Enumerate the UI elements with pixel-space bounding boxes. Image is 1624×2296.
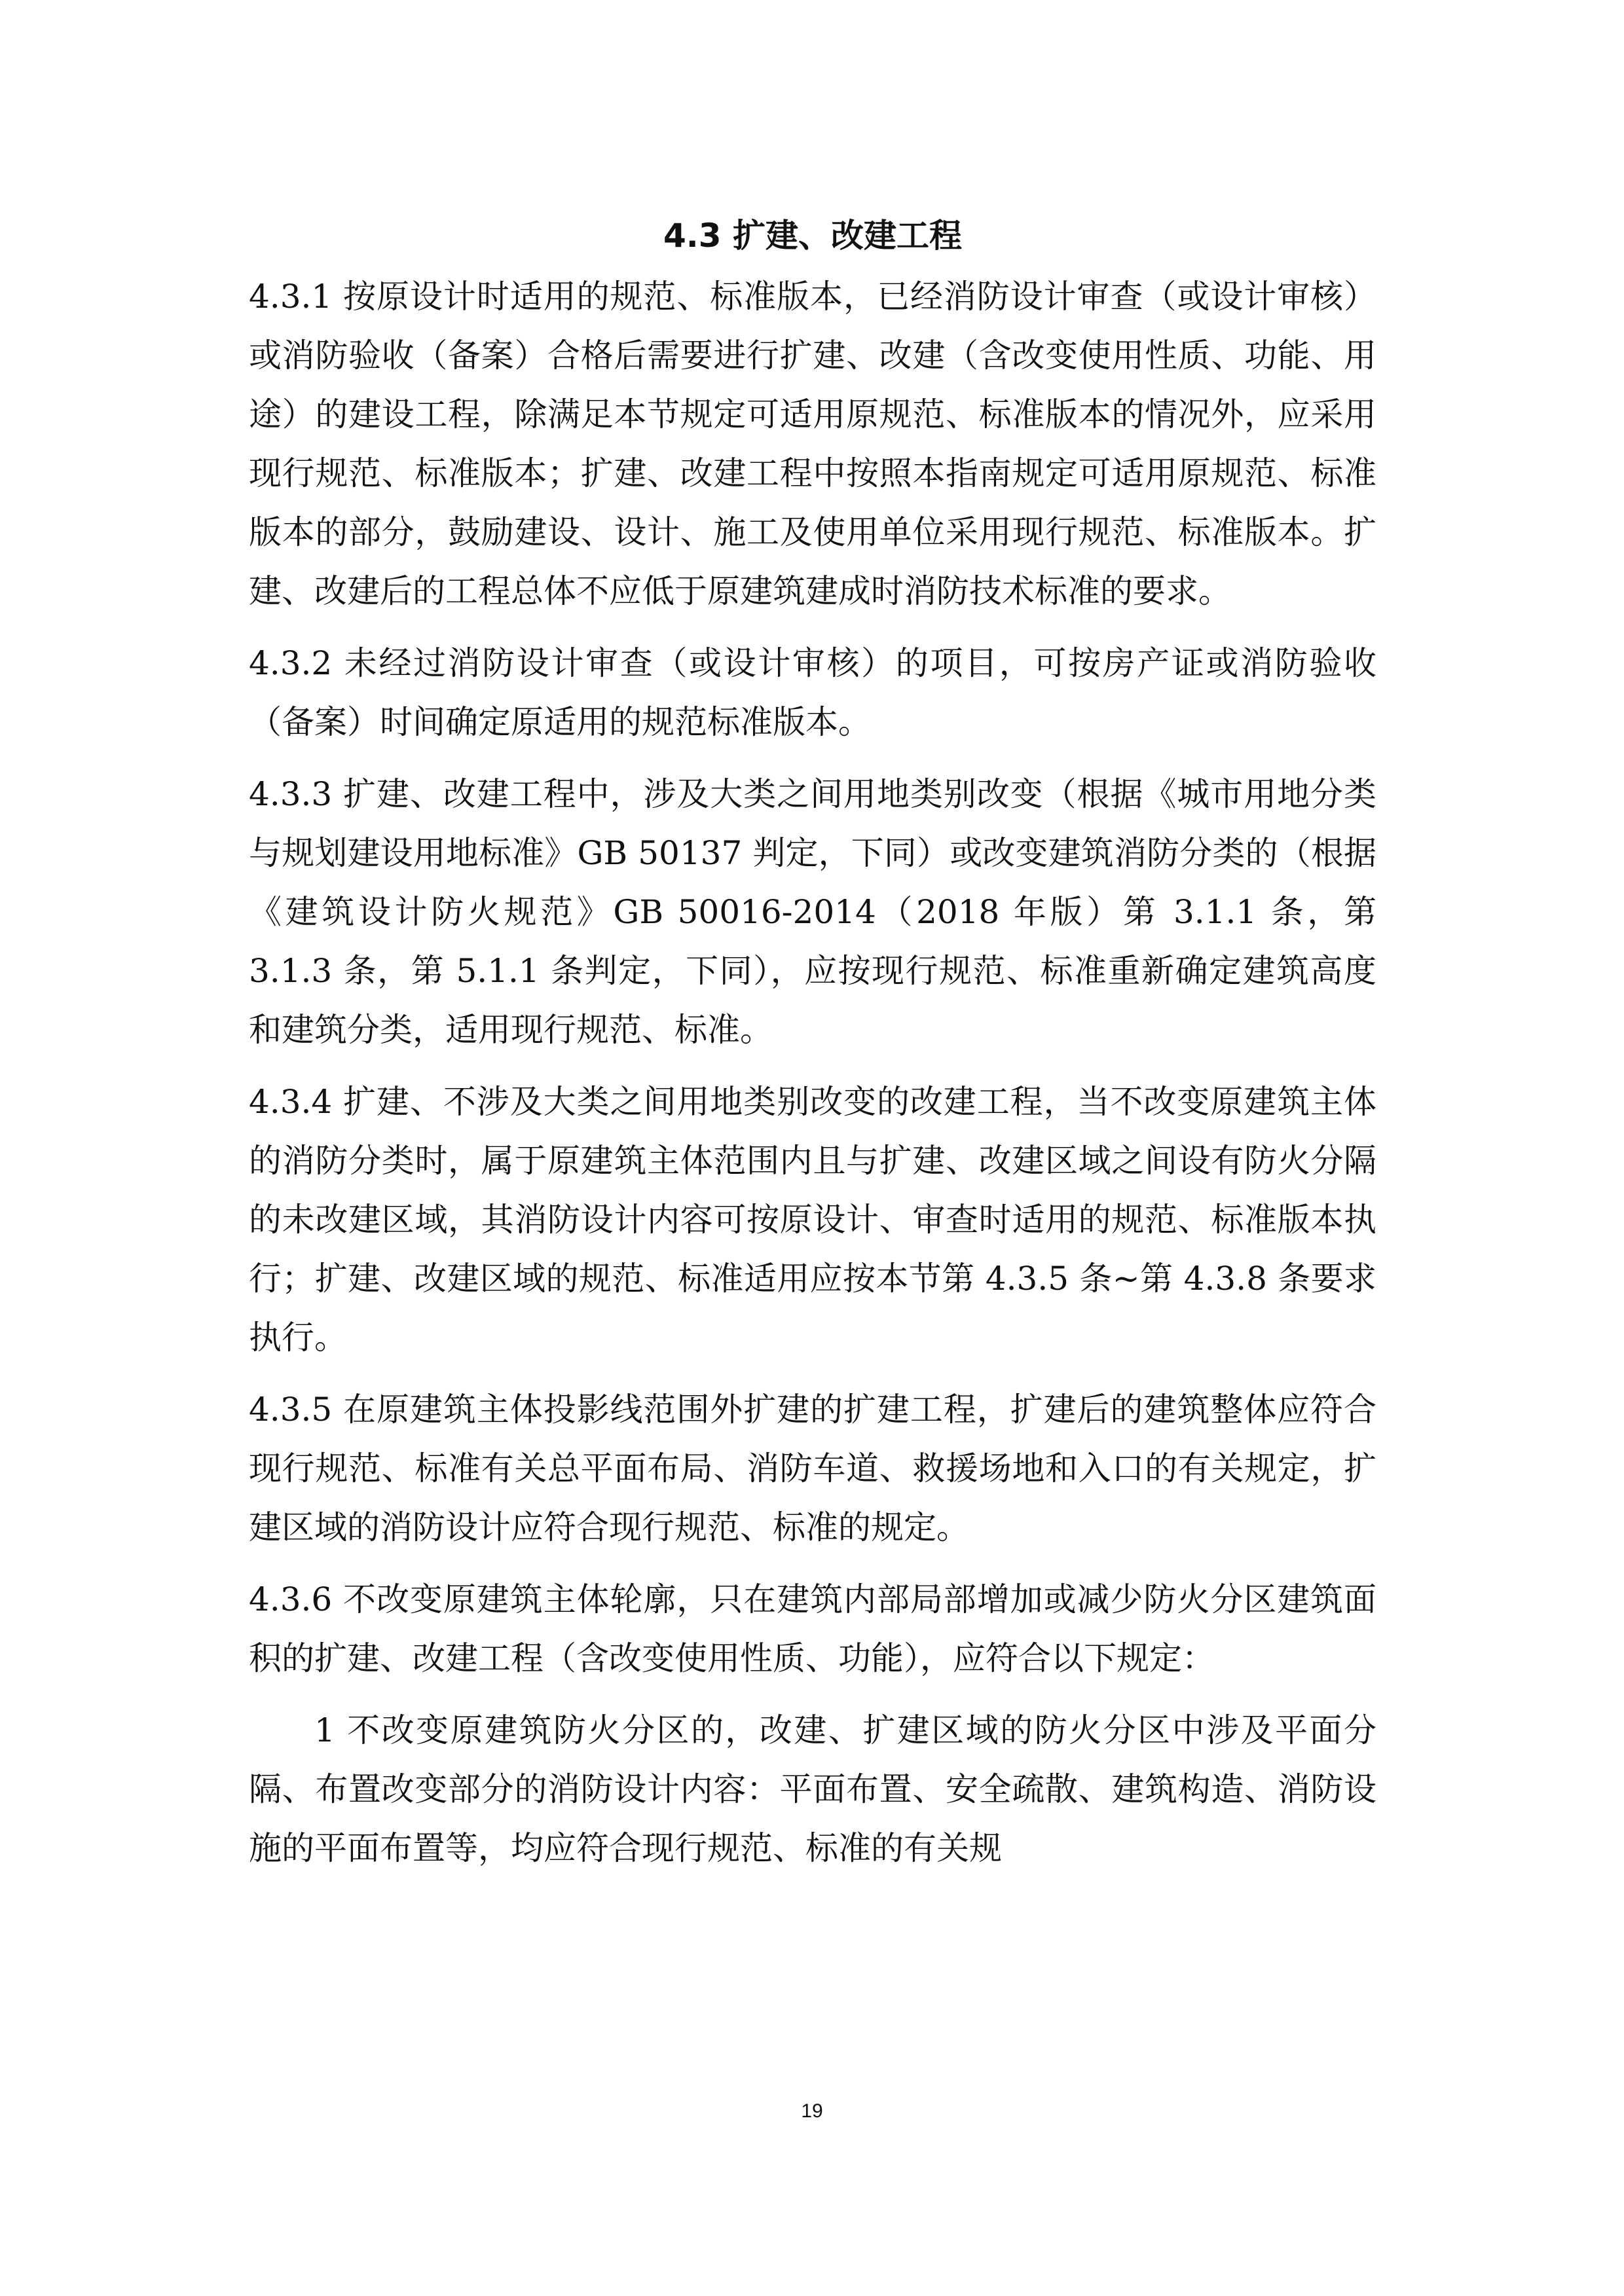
clause-4-3-3: 4.3.3 扩建、改建工程中，涉及大类之间用地类别改变（根据《城市用地分类与规划建设用地标准》GB 50137 判定，下同）或改变建筑消防分类的（根据《建筑设计防火规范》GB 50016-2014（2018 年版）第 3.1.1 条，第 3.1.3 条，第 5.1.1 条判定，下同），应按现行规范、标准重新确定建筑高度和建筑分类，适用现行规范、标准。	[249, 775, 1376, 1049]
clause-4-3-2: 4.3.2 未经过消防设计审查（或设计审核）的项目，可按房产证或消防验收（备案）时间确定原适用的规范标准版本。	[249, 644, 1376, 741]
clause-4-3-6: 4.3.6 不改变原建筑主体轮廓，只在建筑内部局部增加或减少防火分区建筑面积的扩建、改建工程（含改变使用性质、功能），应符合以下规定：	[249, 1580, 1376, 1677]
document-page	[249, 210, 1376, 1878]
clause-4-3-1: 4.3.1 按原设计时适用的规范、标准版本，已经消防设计审查（或设计审核）或消防验收（备案）合格后需要进行扩建、改建（含改变使用性质、功能、用途）的建设工程，除满足本节规定可适用原规范、标准版本的情况外，应采用现行规范、标准版本；扩建、改建工程中按照本指南规定可适用原规范、标准版本的部分，鼓励建设、设计、施工及使用单位采用现行规范、标准版本。扩建、改建后的工程总体不应低于原建筑建成时消防技术标准的要求。	[249, 278, 1376, 610]
page-number: 19	[801, 2100, 823, 2122]
clause-4-3-5: 4.3.5 在原建筑主体投影线范围外扩建的扩建工程，扩建后的建筑整体应符合现行规范、标准有关总平面布局、消防车道、救援场地和入口的有关规定，扩建区域的消防设计应符合现行规范、标准的规定。	[249, 1391, 1376, 1546]
section-title: 4.3 扩建、改建工程	[663, 217, 962, 255]
clause-4-3-4: 4.3.4 扩建、不涉及大类之间用地类别改变的改建工程，当不改变原建筑主体的消防分类时，属于原建筑主体范围内且与扩建、改建区域之间设有防火分隔的未改建区域，其消防设计内容可按原设计、审查时适用的规范、标准版本执行；扩建、改建区域的规范、标准适用应按本节第 4.3.5 条~第 4.3.8 条要求执行。	[249, 1083, 1376, 1357]
clause-4-3-6-item-1: 1 不改变原建筑防火分区的，改建、扩建区域的防火分区中涉及平面分隔、布置改变部分的消防设计内容：平面布置、安全疏散、建筑构造、消防设施的平面布置等，均应符合现行规范、标准的有关规	[249, 1711, 1376, 1867]
